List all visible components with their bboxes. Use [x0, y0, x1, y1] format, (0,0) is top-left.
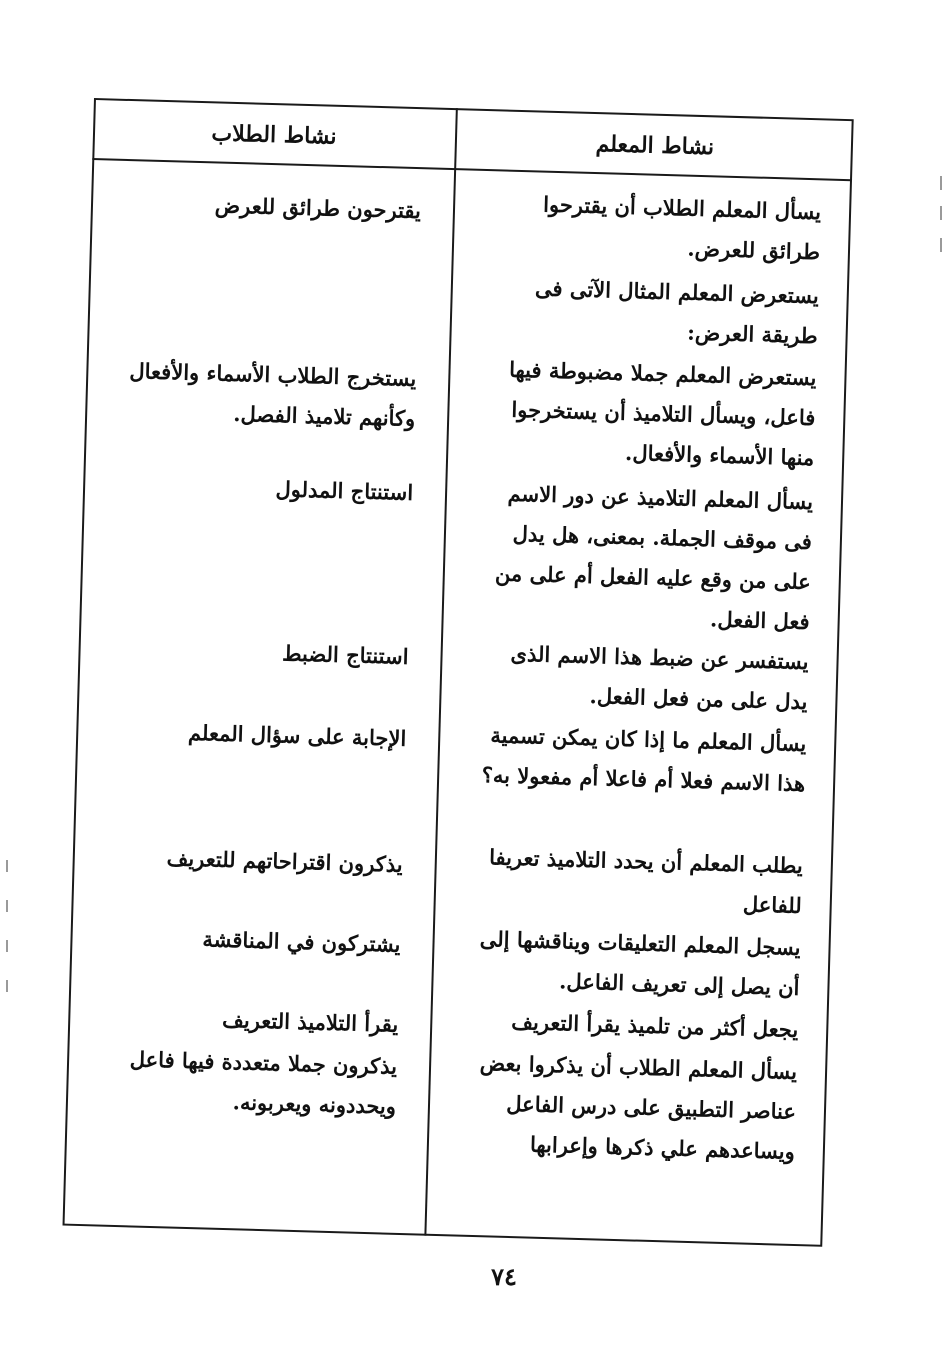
- student-activity-1: يقترحون طرائق للعرض: [214, 192, 422, 224]
- student-activity-7: يشتركون في المناقشة: [202, 926, 401, 957]
- teacher-activity-2: يستعرض المعلم المثال الآتى فى طريقة العرض:: [534, 275, 820, 349]
- teacher-activity-4: يسأل المعلم التلاميذ عن دور الاسم فى موقف الجملة. بمعنى، هل يدل على من وقع عليه الفعل أم على من فعل الفعل.: [494, 480, 814, 635]
- scan-edge-mark: [940, 206, 942, 220]
- student-activity-2: يستخرج الطلاب الأسماء والأفعال وكأنهم تلاميذ الفصل.: [129, 358, 417, 432]
- teacher-activity-8: يسجل المعلم التعليقات ويناقشها إلى أن يصل إلى تعريف الفاعل.: [479, 926, 801, 1001]
- student-activity-6: يذكرون اقتراحاتهم للتعريف: [166, 845, 404, 877]
- teacher-activity-3: يستعرض المعلم جملا مضبوطة فيها فاعل، ويسأل التلاميذ أن يستخرجوا منها الأسماء والأفعال.: [508, 356, 817, 471]
- student-activity-8: يقرأ التلاميذ التعريف: [221, 1006, 399, 1037]
- student-activity-9: يذكرون جملا متعددة فيها فاعل ويحددونه ويعربونه.: [129, 1046, 398, 1119]
- student-activity-3: استنتاج المدلول: [275, 476, 414, 506]
- scan-edge-mark: [6, 980, 8, 992]
- activities-table: [63, 98, 854, 1247]
- student-activity-5: الإجابة على سؤال المعلم: [187, 719, 407, 751]
- student-activity-4: استنتاج الضبط: [281, 640, 409, 669]
- scan-edge-mark: [6, 900, 8, 912]
- teacher-activity-5: يستفسر عن ضبط هذا الاسم الذى يدل على من فعل الفعل.: [510, 640, 809, 715]
- teacher-activity-7: يطلب المعلم أن يحدد التلاميذ تعريفا للفاعل: [488, 844, 804, 919]
- scan-edge-mark: [6, 940, 8, 952]
- scan-edge-mark: [940, 238, 942, 252]
- header-student-activity: نشاط الطلاب: [211, 120, 337, 150]
- teacher-activity-1: يسأل المعلم الطلاب أن يقترحوا طرائق للعرض.: [542, 191, 822, 265]
- scan-edge-mark: [940, 176, 942, 190]
- page-number: ٧٤: [491, 1262, 517, 1291]
- header-teacher-activity: نشاط المعلم: [595, 131, 715, 161]
- scan-edge-mark: [6, 860, 8, 872]
- teacher-activity-10: يسأل المعلم الطلاب أن يذكروا بعض عناصر التطبيق على درس الفاعل ويساعدهم علي ذكرها وإعرابها: [479, 1050, 798, 1164]
- teacher-activity-9: يجعل أكثر من تلميذ يقرأ التعريف: [510, 1009, 799, 1043]
- teacher-activity-6: يسأل المعلم ما إذا كان يمكن تسمية هذا الاسم فعلا أم فاعلا أم مفعولا به؟: [481, 722, 807, 797]
